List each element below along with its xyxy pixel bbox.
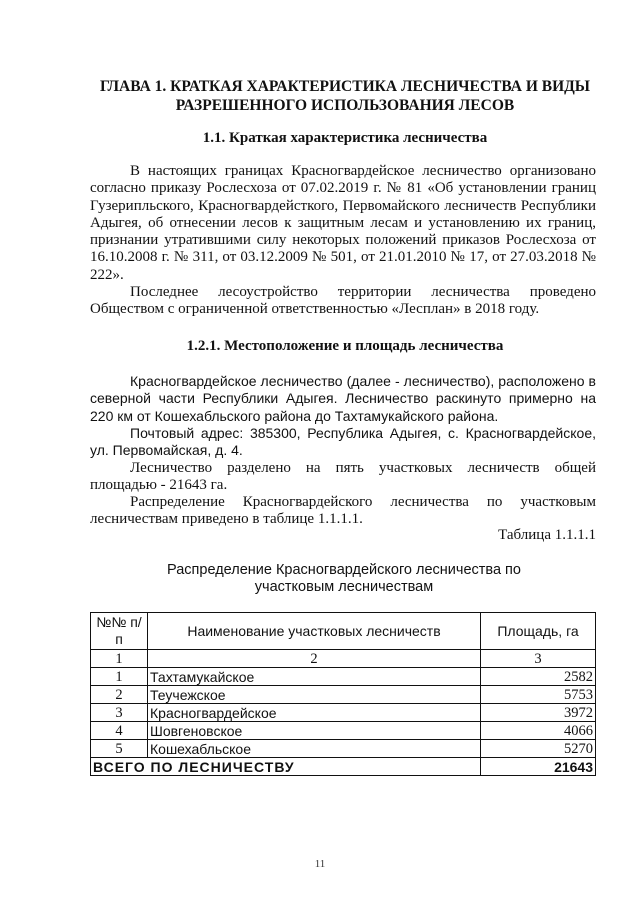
row-name: Кошехабльское (148, 740, 481, 758)
column-number-row (91, 650, 596, 668)
row-area: 5270 (481, 740, 596, 758)
paragraph-area: Лесничество разделено на пять участковых лесничеств общей площадью - 21643 га. (90, 460, 596, 494)
header-number: №№ п/п (91, 613, 148, 650)
header-area: Площадь, га (481, 613, 596, 650)
paragraph-establishment: В настоящих границах Красногвардейское лесничество организовано согласно приказу Рослесхоза от 07.02.2019 г. № 81 «Об установлении границ Гузерипльского, Красногвардейсткого, Первомайского лесничеств Республики Адыгея, об отнесении лесов к защитным лесам и установлению их границ, признании утратившими силу некоторых положений приказов Рослесхоза от 16.10.2008 г. № 311, от 03.12.2009 № 501, от 21.01.2010 № 17, от 27.03.2018 № 222». (90, 163, 596, 283)
page-number: 11 (314, 858, 326, 870)
table-row (91, 740, 596, 758)
table-row (91, 668, 596, 686)
paragraph-distribution: Распределение Красногвардейского лесничества по участковым лесничествам приведено в таблице 1.1.1.1. (90, 494, 596, 528)
row-area: 5753 (481, 686, 596, 704)
row-name: Шовгеновское (148, 722, 481, 740)
paragraph-postal-address: Почтовый адрес: 385300, Республика Адыгея, с. Красногвардейское, ул. Первомайская, д. 4. (90, 425, 596, 459)
table-header-row (91, 613, 596, 650)
row-area: 2582 (481, 668, 596, 686)
row-name: Тахтамукайское (148, 668, 481, 686)
chapter-title: ГЛАВА 1. КРАТКАЯ ХАРАКТЕРИСТИКА ЛЕСНИЧЕСТВА И ВИДЫ РАЗРЕШЕННОГО ИСПОЛЬЗОВАНИЯ ЛЕСОВ (99, 78, 591, 114)
column-number: 1 (91, 650, 148, 668)
table-row (91, 704, 596, 722)
row-number: 1 (91, 668, 148, 686)
table-row (91, 686, 596, 704)
column-number: 2 (148, 650, 481, 668)
total-row (91, 758, 596, 776)
paragraph-forest-inventory: Последнее лесоустройство территории лесничества проведено Обществом с ограниченной ответственностью «Лесплан» в 2018 году. (90, 284, 596, 318)
row-number: 5 (91, 740, 148, 758)
row-name: Теучежское (148, 686, 481, 704)
section-title-1-2-1: 1.2.1. Местоположение и площадь лесничества (186, 338, 504, 354)
row-area: 4066 (481, 722, 596, 740)
total-area: 21643 (481, 758, 596, 776)
row-area: 3972 (481, 704, 596, 722)
forestry-distribution-table (90, 612, 596, 776)
table-caption: Распределение Красногвардейского лесничества по участковым лесничествам (167, 562, 521, 595)
column-number: 3 (481, 650, 596, 668)
row-number: 2 (91, 686, 148, 704)
total-label: ВСЕГО ПО ЛЕСНИЧЕСТВУ (91, 758, 481, 776)
paragraph-location: Красногвардейское лесничество (далее - лесничество), расположено в северной части Республики Адыгея. Лесничество раскинуто примерно на 220 км от Кошехабльского района до Тахтамукайского района. (90, 373, 596, 424)
row-number: 3 (91, 704, 148, 722)
table-row (91, 722, 596, 740)
header-name: Наименование участковых лесничеств (148, 613, 481, 650)
table-label: Таблица 1.1.1.1 (498, 527, 596, 543)
row-name: Красногвардейское (148, 704, 481, 722)
section-title-1-1: 1.1. Краткая характеристика лесничества (202, 130, 488, 146)
row-number: 4 (91, 722, 148, 740)
